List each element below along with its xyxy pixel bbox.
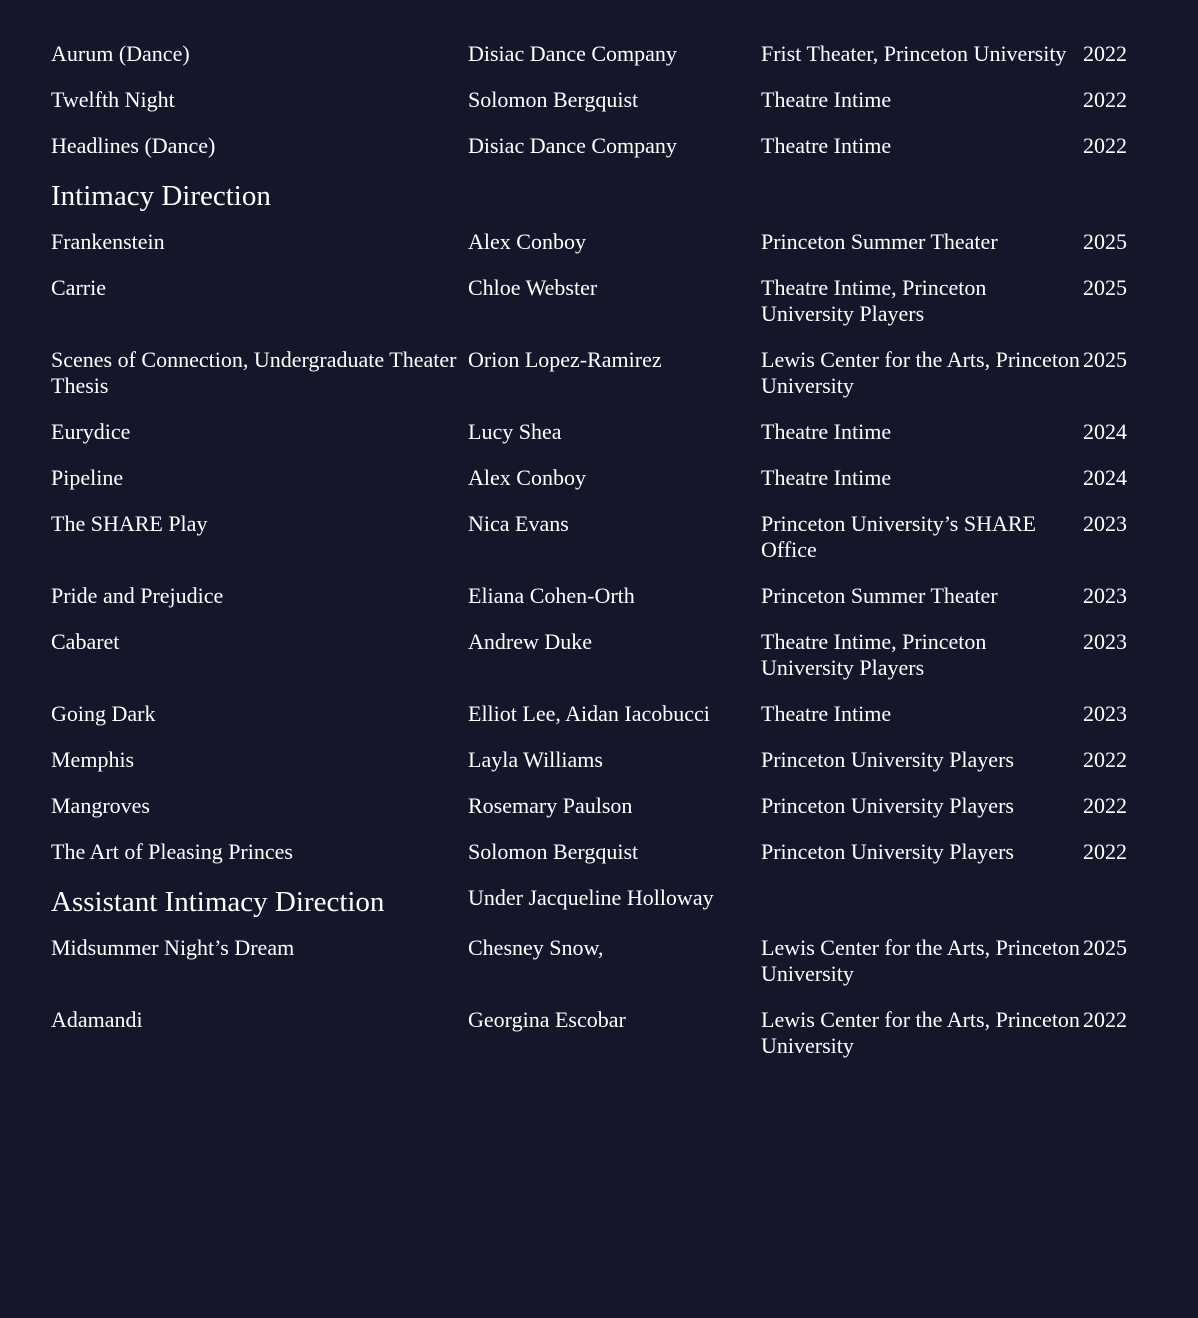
credit-row bbox=[51, 133, 1151, 159]
production-year: 2022 bbox=[1083, 41, 1127, 66]
credit-row bbox=[51, 701, 1151, 727]
production-title: Twelfth Night bbox=[51, 87, 175, 112]
credit-row bbox=[51, 347, 1151, 399]
production-year: 2022 bbox=[1083, 793, 1127, 818]
venue-name: Princeton Summer Theater bbox=[761, 583, 998, 608]
production-year: 2024 bbox=[1083, 419, 1127, 444]
production-title: Frankenstein bbox=[51, 229, 165, 254]
credit-row bbox=[51, 1007, 1151, 1059]
director-name: Elliot Lee, Aidan Iacobucci bbox=[468, 701, 710, 726]
credit-row bbox=[51, 87, 1151, 113]
production-year: 2023 bbox=[1083, 583, 1127, 608]
director-name: Disiac Dance Company bbox=[468, 41, 677, 66]
credit-row bbox=[51, 511, 1151, 563]
production-title: Pride and Prejudice bbox=[51, 583, 224, 608]
director-name: Orion Lopez-Ramirez bbox=[468, 347, 662, 372]
director-name: Disiac Dance Company bbox=[468, 133, 677, 158]
section-note: Under Jacqueline Holloway bbox=[468, 885, 714, 910]
production-title: The Art of Pleasing Princes bbox=[51, 839, 293, 864]
production-title: Adamandi bbox=[51, 1007, 143, 1032]
venue-name: Princeton University Players bbox=[761, 793, 1014, 818]
venue-name: Theatre Intime, Princeton University Players bbox=[761, 629, 987, 680]
production-title: Pipeline bbox=[51, 465, 124, 490]
venue-name: Frist Theater, Princeton University bbox=[761, 41, 1067, 66]
production-title: Mangroves bbox=[51, 793, 150, 818]
director-name: Chesney Snow, bbox=[468, 935, 604, 960]
venue-name: Princeton Summer Theater bbox=[761, 229, 998, 254]
production-title: Scenes of Connection, Undergraduate Theater Thesis bbox=[51, 347, 457, 398]
director-name: Solomon Bergquist bbox=[468, 87, 639, 112]
director-name: Alex Conboy bbox=[468, 229, 586, 254]
venue-name: Princeton University Players bbox=[761, 839, 1014, 864]
director-name: Alex Conboy bbox=[468, 465, 586, 490]
production-title: Headlines (Dance) bbox=[51, 133, 216, 158]
credit-row bbox=[51, 419, 1151, 445]
credit-row bbox=[51, 839, 1151, 865]
credit-row bbox=[51, 583, 1151, 609]
production-title: Midsummer Night’s Dream bbox=[51, 935, 295, 960]
credit-row bbox=[51, 465, 1151, 491]
production-year: 2023 bbox=[1083, 511, 1127, 536]
venue-name: Princeton University Players bbox=[761, 747, 1014, 772]
production-title: Cabaret bbox=[51, 629, 120, 654]
credit-row bbox=[51, 41, 1151, 67]
venue-name: Lewis Center for the Arts, Princeton University bbox=[761, 1007, 1080, 1058]
production-year: 2023 bbox=[1083, 629, 1127, 654]
section-title: Assistant Intimacy Direction bbox=[51, 886, 385, 918]
production-year: 2024 bbox=[1083, 465, 1127, 490]
venue-name: Theatre Intime bbox=[761, 701, 892, 726]
production-title: Eurydice bbox=[51, 419, 131, 444]
credit-row bbox=[51, 935, 1151, 987]
production-title: Carrie bbox=[51, 275, 106, 300]
production-title: Going Dark bbox=[51, 701, 156, 726]
venue-name: Lewis Center for the Arts, Princeton University bbox=[761, 347, 1080, 398]
venue-name: Theatre Intime bbox=[761, 465, 892, 490]
credit-row bbox=[51, 747, 1151, 773]
production-year: 2022 bbox=[1083, 747, 1127, 772]
director-name: Eliana Cohen-Orth bbox=[468, 583, 635, 608]
credit-row bbox=[51, 629, 1151, 681]
director-name: Nica Evans bbox=[468, 511, 569, 536]
section-title: Intimacy Direction bbox=[51, 180, 271, 212]
director-name: Chloe Webster bbox=[468, 275, 598, 300]
production-year: 2023 bbox=[1083, 701, 1127, 726]
production-title: Aurum (Dance) bbox=[51, 41, 190, 66]
section-header bbox=[51, 179, 1151, 213]
venue-name: Theatre Intime bbox=[761, 419, 892, 444]
director-name: Rosemary Paulson bbox=[468, 793, 633, 818]
credit-row bbox=[51, 793, 1151, 819]
director-name: Georgina Escobar bbox=[468, 1007, 626, 1032]
venue-name: Lewis Center for the Arts, Princeton University bbox=[761, 935, 1080, 986]
credit-row bbox=[51, 229, 1151, 255]
production-year: 2022 bbox=[1083, 133, 1127, 158]
section-header bbox=[51, 885, 1151, 919]
director-name: Andrew Duke bbox=[468, 629, 593, 654]
production-year: 2022 bbox=[1083, 1007, 1127, 1032]
credits-table bbox=[51, 41, 1151, 1079]
production-year: 2022 bbox=[1083, 839, 1127, 864]
production-year: 2025 bbox=[1083, 275, 1127, 300]
production-year: 2025 bbox=[1083, 935, 1127, 960]
credit-row bbox=[51, 275, 1151, 327]
production-title: The SHARE Play bbox=[51, 511, 208, 536]
production-year: 2022 bbox=[1083, 87, 1127, 112]
venue-name: Theatre Intime bbox=[761, 87, 892, 112]
director-name: Lucy Shea bbox=[468, 419, 562, 444]
director-name: Solomon Bergquist bbox=[468, 839, 639, 864]
venue-name: Theatre Intime bbox=[761, 133, 892, 158]
production-title: Memphis bbox=[51, 747, 135, 772]
director-name: Layla Williams bbox=[468, 747, 603, 772]
venue-name: Princeton University’s SHARE Office bbox=[761, 511, 1036, 562]
production-year: 2025 bbox=[1083, 229, 1127, 254]
venue-name: Theatre Intime, Princeton University Players bbox=[761, 275, 987, 326]
production-year: 2025 bbox=[1083, 347, 1127, 372]
